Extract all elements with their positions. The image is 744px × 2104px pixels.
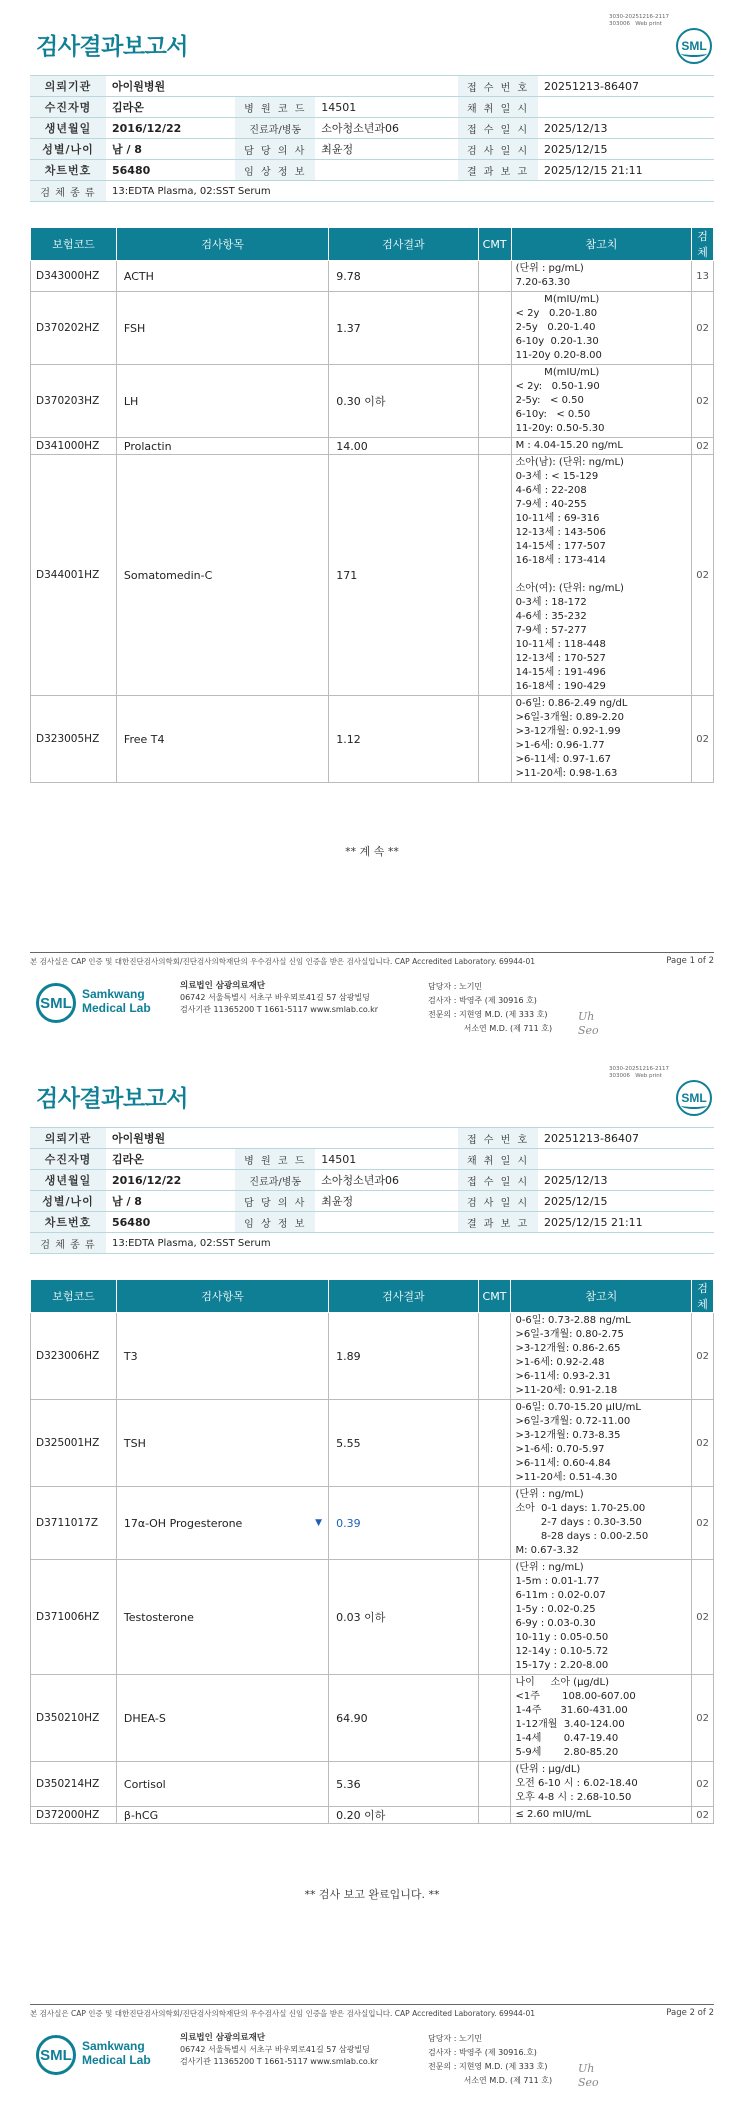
label-clinical: 임 상 정 보 — [235, 160, 315, 181]
test-item: TSH — [116, 1400, 328, 1487]
reference-range: ≤ 2.60 mIU/mL — [511, 1807, 692, 1824]
label-name: 수진자명 — [30, 1149, 106, 1170]
label-hospital: 의뢰기관 — [30, 76, 106, 97]
logo-text: SML — [681, 39, 707, 53]
header-result: 검사결과 — [329, 228, 478, 261]
report-page-2 — [0, 1052, 744, 2104]
result-row — [31, 1762, 714, 1807]
label-hosp-code: 병 원 코 드 — [235, 1149, 315, 1170]
result-value: 1.89 — [336, 1349, 361, 1363]
insurance-code: D371006HZ — [31, 1560, 117, 1675]
result-value: 14.00 — [336, 439, 368, 453]
value-doctor: 최윤정 — [315, 139, 458, 160]
value-dept: 소아청소년과06 — [315, 1170, 458, 1191]
low-flag-icon: ▼ — [315, 1518, 323, 1528]
reference-range: (단위 : μg/dL) 오전 6-10 시 : 6.02-18.40 오후 4-8 시 : 2.68-10.50 — [511, 1762, 692, 1807]
company-logo — [36, 2035, 166, 2075]
print-meta-line2: 303006 Web print — [609, 21, 662, 27]
label-chart: 차트번호 — [30, 160, 106, 181]
test-result — [329, 1560, 478, 1675]
specimen-code: 02 — [692, 1560, 714, 1675]
result-value: 1.37 — [336, 321, 361, 335]
comment-cell — [478, 438, 511, 455]
value-hosp-code: 14501 — [315, 97, 458, 118]
result-row — [31, 1400, 714, 1487]
test-result — [329, 438, 478, 455]
test-item: LH — [116, 365, 328, 438]
label-receipt-date: 접 수 일 시 — [458, 118, 538, 139]
staff-manager: 담당자 : 노기민 — [428, 982, 483, 991]
specimen-code: 02 — [692, 1762, 714, 1807]
signature-image — [578, 2062, 599, 2090]
result-row — [31, 1560, 714, 1675]
comment-cell — [478, 365, 511, 438]
value-receipt-date: 2025/12/13 — [538, 118, 714, 139]
logo-name — [82, 987, 151, 1015]
sml-logo-icon: SML — [36, 983, 76, 1023]
test-item: Somatomedin-C — [116, 455, 328, 696]
insurance-code: D323006HZ — [31, 1313, 117, 1400]
label-receipt: 접 수 번 호 — [458, 1128, 538, 1149]
label-dob: 생년월일 — [30, 118, 106, 139]
result-value: 5.36 — [336, 1777, 361, 1791]
value-clinical — [315, 160, 458, 181]
org-name: 의료법인 삼광의료재단 — [180, 981, 266, 991]
label-dept: 진료과/병동 — [235, 118, 315, 139]
staff-info — [428, 2032, 552, 2088]
value-dob: 2016/12/22 — [106, 1170, 235, 1191]
test-result — [329, 1762, 478, 1807]
result-row — [31, 261, 714, 292]
test-item: Testosterone — [116, 1560, 328, 1675]
comment-cell — [478, 455, 511, 696]
header-ref: 참고치 — [511, 1280, 692, 1313]
reference-range: 소아(남): (단위: ng/mL) 0-3세 : < 15-129 4-6세 : 22-208 7-9세 : 40-255 10-11세 : 69-316 12-13세 : 143-506 14-15세 : 177-507 16-18세 : 173-414 소아(여): (단위: ng/mL) 0-3세 : 18-172 4-6세 : 35-232 7-9세 : 57-277 10-11세 : 118-448 12-13세 : 170-527 14-15세 : 191-496 16-18세 : 190-429 — [511, 455, 692, 696]
sml-logo-icon: SML — [36, 2035, 76, 2075]
test-item: FSH — [116, 292, 328, 365]
comment-cell — [478, 1400, 511, 1487]
comment-cell — [478, 292, 511, 365]
comment-cell — [478, 1807, 511, 1824]
label-sex-age: 성별/나이 — [30, 1191, 106, 1212]
result-value: 0.20 이하 — [336, 1809, 386, 1822]
label-collect-date: 채 취 일 시 — [458, 97, 538, 118]
print-meta-line2: 303006 Web print — [609, 1073, 662, 1079]
reference-range: M(mIU/mL) < 2y 0.20-1.80 2-5y 0.20-1.40 6-10y 0.20-1.30 11-20y 0.20-8.00 — [511, 292, 692, 365]
insurance-code: D372000HZ — [31, 1807, 117, 1824]
result-value: 1.12 — [336, 732, 361, 746]
page-number: Page 2 of 2 — [666, 2008, 714, 2018]
signature-image — [578, 1010, 599, 1038]
test-item: DHEA-S — [116, 1675, 328, 1762]
print-meta — [609, 14, 669, 28]
org-contact: 검사기관 11365200 T 1661-5117 www.smlab.co.kr — [180, 2057, 379, 2066]
org-name: 의료법인 삼광의료재단 — [180, 2033, 266, 2043]
test-result — [329, 1807, 478, 1824]
test-item: Free T4 — [116, 696, 328, 783]
comment-cell — [478, 1560, 511, 1675]
results-table — [30, 1279, 714, 1824]
staff-specialist-2: 서소연 M.D. (제 711 호) — [428, 1024, 553, 1033]
header-item: 검사항목 — [116, 1280, 328, 1313]
footer-divider — [30, 2004, 714, 2005]
logo-name-line2: Medical Lab — [82, 1001, 151, 1015]
specimen-code: 13 — [692, 261, 714, 292]
value-report-date: 2025/12/15 21:11 — [538, 160, 714, 181]
result-value: 0.39 — [336, 1516, 361, 1530]
result-row — [31, 455, 714, 696]
value-sex-age: 남 / 8 — [106, 1191, 235, 1212]
label-dept: 진료과/병동 — [235, 1170, 315, 1191]
label-name: 수진자명 — [30, 97, 106, 118]
logo-name-line1: Samkwang — [82, 2039, 145, 2053]
value-report-date: 2025/12/15 21:11 — [538, 1212, 714, 1233]
specimen-code: 02 — [692, 1675, 714, 1762]
result-row — [31, 1313, 714, 1400]
value-collect-date — [538, 97, 714, 118]
comment-cell — [478, 1313, 511, 1400]
staff-specialist: 전문의 : 지현영 M.D. (제 333 호) — [428, 2062, 548, 2071]
org-info — [180, 2032, 378, 2068]
reference-range: M(mIU/mL) < 2y: 0.50-1.90 2-5y: < 0.50 6-10y: < 0.50 11-20y: 0.50-5.30 — [511, 365, 692, 438]
label-specimen: 검 체 종 류 — [30, 1233, 106, 1254]
continued-note: ** 계 속 ** — [345, 845, 399, 858]
specimen-code: 02 — [692, 1487, 714, 1560]
value-specimen: 13:EDTA Plasma, 02:SST Serum — [106, 1233, 714, 1254]
comment-cell — [478, 1675, 511, 1762]
value-dept: 소아청소년과06 — [315, 118, 458, 139]
label-hospital: 의뢰기관 — [30, 1128, 106, 1149]
org-address: 06742 서울특별시 서초구 바우뫼로41길 57 삼광빌딩 — [180, 993, 370, 1002]
company-logo — [36, 983, 166, 1023]
signature-1: Uh — [578, 1010, 595, 1023]
logo-name-line1: Samkwang — [82, 987, 145, 1001]
test-result — [329, 261, 478, 292]
label-sex-age: 성별/나이 — [30, 139, 106, 160]
logo-name — [82, 2039, 151, 2067]
comment-cell — [478, 261, 511, 292]
test-result — [329, 1400, 478, 1487]
reference-range: (단위 : ng/mL) 1-5m : 0.01-1.77 6-11m : 0.02-0.07 1-5y : 0.02-0.25 6-9y : 0.03-0.30 10-11y : 0.05-0.50 12-14y : 0.10-5.72 15-17y : 2.20-8.00 — [511, 1560, 692, 1675]
value-chart: 56480 — [106, 160, 235, 181]
test-item: Prolactin — [116, 438, 328, 455]
label-specimen: 검 체 종 류 — [30, 181, 106, 202]
header-ref: 참고치 — [511, 228, 692, 261]
print-meta-line1: 3030-20251216-2117 — [609, 1066, 669, 1072]
test-item: T3 — [116, 1313, 328, 1400]
specimen-code: 02 — [692, 1400, 714, 1487]
specimen-code: 02 — [692, 1313, 714, 1400]
value-sex-age: 남 / 8 — [106, 139, 235, 160]
test-result — [329, 696, 478, 783]
signature-1: Uh — [578, 2062, 595, 2075]
header-cmt: CMT — [478, 228, 511, 261]
value-doctor: 최윤정 — [315, 1191, 458, 1212]
test-result — [329, 292, 478, 365]
value-hospital: 아이원병원 — [106, 76, 458, 97]
label-test-date: 검 사 일 시 — [458, 139, 538, 160]
print-meta — [609, 1066, 669, 1080]
insurance-code: D370203HZ — [31, 365, 117, 438]
header-spec: 검체 — [692, 1280, 714, 1313]
logo-name-line2: Medical Lab — [82, 2053, 151, 2067]
org-address: 06742 서울특별시 서초구 바우뫼로41길 57 삼광빌딩 — [180, 2045, 370, 2054]
value-collect-date — [538, 1149, 714, 1170]
test-item: 17α-OH Progesterone — [116, 1487, 328, 1560]
value-test-date: 2025/12/15 — [538, 1191, 714, 1212]
header-spec: 검체 — [692, 228, 714, 261]
insurance-code: D325001HZ — [31, 1400, 117, 1487]
result-value: 9.78 — [336, 269, 361, 283]
label-test-date: 검 사 일 시 — [458, 1191, 538, 1212]
footer-note: 본 검사실은 CAP 인증 및 대한진단검사의학회/진단검사의학재단의 우수검사실 신임 인증을 받은 검사실입니다. CAP Accredited Laboratory. 69944-01 — [30, 2009, 536, 2018]
specimen-code: 02 — [692, 365, 714, 438]
result-row — [31, 292, 714, 365]
footer-note: 본 검사실은 CAP 인증 및 대한진단검사의학회/진단검사의학재단의 우수검사실 신임 인증을 받은 검사실입니다. CAP Accredited Laboratory. 69944-01 — [30, 957, 536, 966]
label-receipt: 접 수 번 호 — [458, 76, 538, 97]
result-value: 0.03 이하 — [336, 1611, 386, 1624]
label-hosp-code: 병 원 코 드 — [235, 97, 315, 118]
insurance-code: D323005HZ — [31, 696, 117, 783]
specimen-code: 02 — [692, 438, 714, 455]
insurance-code: D370202HZ — [31, 292, 117, 365]
reference-range: (단위 : ng/mL) 소아 0-1 days: 1.70-25.00 2-7 days : 0.30-3.50 8-28 days : 0.00-2.50 M: 0.67-3.32 — [511, 1487, 692, 1560]
result-row — [31, 1807, 714, 1824]
value-chart: 56480 — [106, 1212, 235, 1233]
staff-specialist: 전문의 : 지현영 M.D. (제 333 호) — [428, 1010, 548, 1019]
specimen-code: 02 — [692, 455, 714, 696]
value-name: 김라온 — [106, 97, 235, 118]
results-table — [30, 227, 714, 783]
comment-cell — [478, 1487, 511, 1560]
test-result — [329, 365, 478, 438]
print-meta-line1: 3030-20251216-2117 — [609, 14, 669, 20]
staff-tester: 검사자 : 박영주 (제 30916.호) — [428, 2048, 537, 2057]
test-item: Cortisol — [116, 1762, 328, 1807]
value-hospital: 아이원병원 — [106, 1128, 458, 1149]
header-cmt: CMT — [478, 1280, 511, 1313]
result-row — [31, 438, 714, 455]
result-row — [31, 1675, 714, 1762]
report-complete-note: ** 검사 보고 완료입니다. ** — [304, 1888, 440, 1901]
result-row — [31, 365, 714, 438]
staff-manager: 담당자 : 노기민 — [428, 2034, 483, 2043]
comment-cell — [478, 696, 511, 783]
label-clinical: 임 상 정 보 — [235, 1212, 315, 1233]
label-receipt-date: 접 수 일 시 — [458, 1170, 538, 1191]
value-receipt: 20251213-86407 — [538, 1128, 714, 1149]
value-name: 김라온 — [106, 1149, 235, 1170]
logo-text: SML — [681, 1091, 707, 1105]
reference-range: 0-6일: 0.73-2.88 ng/mL >6일-3개월: 0.80-2.75 >3-12개월: 0.86-2.65 >1-6세: 0.92-2.48 >6-11세: 0.93-2.31 >11-20세: 0.91-2.18 — [511, 1313, 692, 1400]
specimen-code: 02 — [692, 696, 714, 783]
footer-divider — [30, 952, 714, 953]
result-value: 171 — [336, 568, 358, 582]
patient-info-table — [30, 1127, 714, 1254]
test-result — [329, 1675, 478, 1762]
insurance-code: D344001HZ — [31, 455, 117, 696]
page-number: Page 1 of 2 — [666, 956, 714, 966]
staff-tester: 검사자 : 박영주 (제 30916 호) — [428, 996, 537, 1005]
test-item: ACTH — [116, 261, 328, 292]
test-result — [329, 455, 478, 696]
value-receipt-date: 2025/12/13 — [538, 1170, 714, 1191]
value-dob: 2016/12/22 — [106, 118, 235, 139]
result-value: 0.30 이하 — [336, 395, 386, 408]
header-item: 검사항목 — [116, 228, 328, 261]
specimen-code: 02 — [692, 1807, 714, 1824]
value-hosp-code: 14501 — [315, 1149, 458, 1170]
label-doctor: 담 당 의 사 — [235, 1191, 315, 1212]
staff-info — [428, 980, 552, 1036]
patient-info-table — [30, 75, 714, 202]
label-report-date: 결 과 보 고 — [458, 1212, 538, 1233]
result-row — [31, 1487, 714, 1560]
result-value: 64.90 — [336, 1711, 368, 1725]
value-test-date: 2025/12/15 — [538, 139, 714, 160]
org-info — [180, 980, 378, 1016]
insurance-code: D341000HZ — [31, 438, 117, 455]
reference-range: 나이 소아 (μg/dL) <1주 108.00-607.00 1-4주 31.60-431.00 1-12개월 3.40-124.00 1-4세 0.47-19.40 5-9세 2.80-85.20 — [511, 1675, 692, 1762]
page-title: 검사결과보고서 — [36, 34, 189, 60]
header-code: 보험코드 — [31, 1280, 117, 1313]
test-result — [315, 1487, 478, 1560]
staff-specialist-2: 서소연 M.D. (제 711 호) — [428, 2076, 553, 2085]
result-value: 5.55 — [336, 1436, 361, 1450]
test-item: β-hCG — [116, 1807, 328, 1824]
signature-2: Seo — [578, 1024, 599, 1037]
value-specimen: 13:EDTA Plasma, 02:SST Serum — [106, 181, 714, 202]
label-dob: 생년월일 — [30, 1170, 106, 1191]
insurance-code: D350214HZ — [31, 1762, 117, 1807]
reference-range: 0-6일: 0.86-2.49 ng/dL >6일-3개월: 0.89-2.20 >3-12개월: 0.92-1.99 >1-6세: 0.96-1.77 >6-11세: 0.97-1.67 >11-20세: 0.98-1.63 — [511, 696, 692, 783]
sml-logo-icon — [676, 1080, 712, 1116]
label-doctor: 담 당 의 사 — [235, 139, 315, 160]
reference-range: M : 4.04-15.20 ng/mL — [511, 438, 692, 455]
specimen-code: 02 — [692, 292, 714, 365]
sml-logo-icon — [676, 28, 712, 64]
insurance-code: D343000HZ — [31, 261, 117, 292]
signature-2: Seo — [578, 2076, 599, 2089]
header-code: 보험코드 — [31, 228, 117, 261]
reference-range: 0-6일: 0.70-15.20 μIU/mL >6일-3개월: 0.72-11.00 >3-12개월: 0.73-8.35 >1-6세: 0.70-5.97 >6-11세: 0.60-4.84 >11-20세: 0.51-4.30 — [511, 1400, 692, 1487]
value-clinical — [315, 1212, 458, 1233]
label-chart: 차트번호 — [30, 1212, 106, 1233]
header-result: 검사결과 — [329, 1280, 478, 1313]
reference-range: (단위 : pg/mL) 7.20-63.30 — [511, 261, 692, 292]
value-receipt: 20251213-86407 — [538, 76, 714, 97]
comment-cell — [478, 1762, 511, 1807]
label-collect-date: 채 취 일 시 — [458, 1149, 538, 1170]
test-result — [329, 1313, 478, 1400]
insurance-code: D3711017Z — [31, 1487, 117, 1560]
insurance-code: D350210HZ — [31, 1675, 117, 1762]
org-contact: 검사기관 11365200 T 1661-5117 www.smlab.co.kr — [180, 1005, 379, 1014]
result-row — [31, 696, 714, 783]
page-title: 검사결과보고서 — [36, 1086, 189, 1112]
label-report-date: 결 과 보 고 — [458, 160, 538, 181]
